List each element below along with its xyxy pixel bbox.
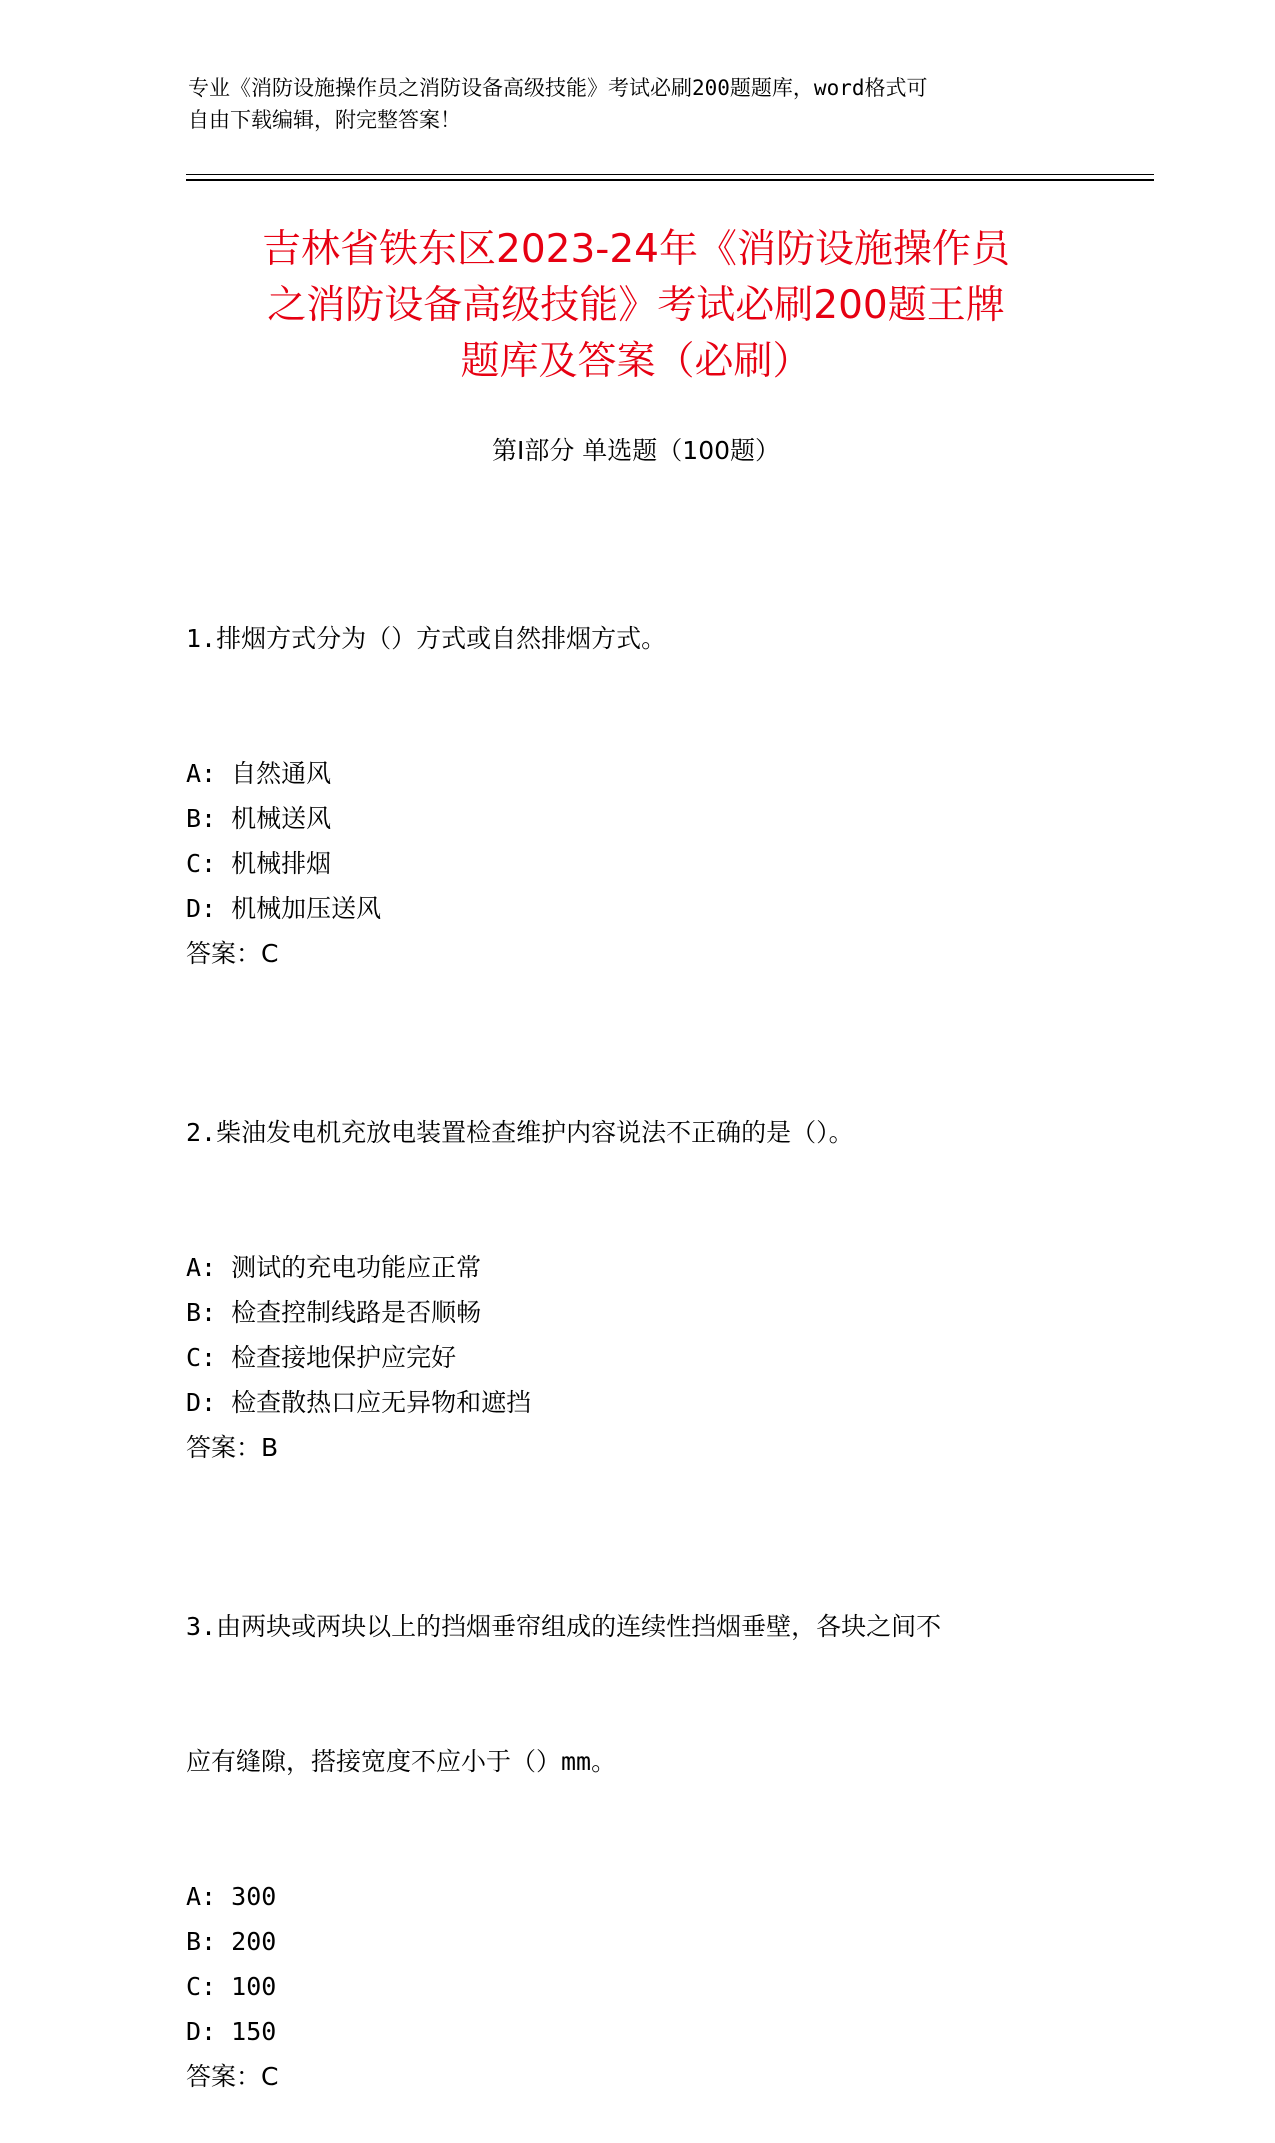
document-title bbox=[186, 222, 1086, 390]
option-a: A: 测试的充电功能应正常 bbox=[186, 1253, 482, 1282]
header-rule-thin bbox=[186, 174, 1154, 175]
question-stem-line: 应有缝隙，搭接宽度不应小于（）mm。 bbox=[186, 1747, 617, 1776]
question-stem-line: 2.柴油发电机充放电装置检查维护内容说法不正确的是（）。 bbox=[186, 1118, 854, 1147]
question-3 bbox=[186, 1514, 1066, 2099]
question-stem-line: 3.由两块或两块以上的挡烟垂帘组成的连续性挡烟垂壁，各块之间不 bbox=[186, 1612, 942, 1641]
option-a: A: 自然通风 bbox=[186, 759, 332, 788]
question-stem bbox=[186, 1020, 1066, 1245]
question-stem bbox=[186, 526, 1066, 751]
question-list bbox=[186, 526, 1066, 2143]
option-c: C: 100 bbox=[186, 1972, 277, 2001]
option-b: B: 200 bbox=[186, 1927, 277, 1956]
question-2 bbox=[186, 1020, 1066, 1470]
option-c: C: 机械排烟 bbox=[186, 849, 332, 878]
section-title: 第I部分 单选题（100题） bbox=[491, 436, 781, 465]
answer: 答案：C bbox=[186, 939, 279, 968]
question-1 bbox=[186, 526, 1066, 976]
question-stem-line: 1.排烟方式分为（）方式或自然排烟方式。 bbox=[186, 624, 667, 653]
option-d: D: 机械加压送风 bbox=[186, 894, 382, 923]
document-title-line-2: 之消防设备高级技能》考试必刷200题王牌 bbox=[267, 283, 1005, 328]
answer: 答案：C bbox=[186, 2062, 279, 2091]
option-c: C: 检查接地保护应完好 bbox=[186, 1343, 457, 1372]
document-title-line-1: 吉林省铁东区2023-24年《消防设施操作员 bbox=[262, 227, 1010, 272]
answer: 答案：B bbox=[186, 1433, 279, 1462]
question-stem bbox=[186, 1514, 1066, 1874]
option-d: D: 检查散热口应无异物和遮挡 bbox=[186, 1388, 532, 1417]
option-b: B: 机械送风 bbox=[186, 804, 332, 833]
option-b: B: 检查控制线路是否顺畅 bbox=[186, 1298, 482, 1327]
header-rule-thick bbox=[186, 179, 1154, 181]
option-a: A: 300 bbox=[186, 1882, 277, 1911]
header-note-line-2: 自由下载编辑，附完整答案！ bbox=[188, 108, 461, 132]
document-title-line-3: 题库及答案（必刷） bbox=[460, 339, 812, 384]
option-d: D: 150 bbox=[186, 2017, 277, 2046]
header-note-line-1: 专业《消防设施操作员之消防设备高级技能》考试必刷200题题库，word格式可 bbox=[188, 76, 928, 100]
header-note bbox=[188, 72, 1068, 136]
